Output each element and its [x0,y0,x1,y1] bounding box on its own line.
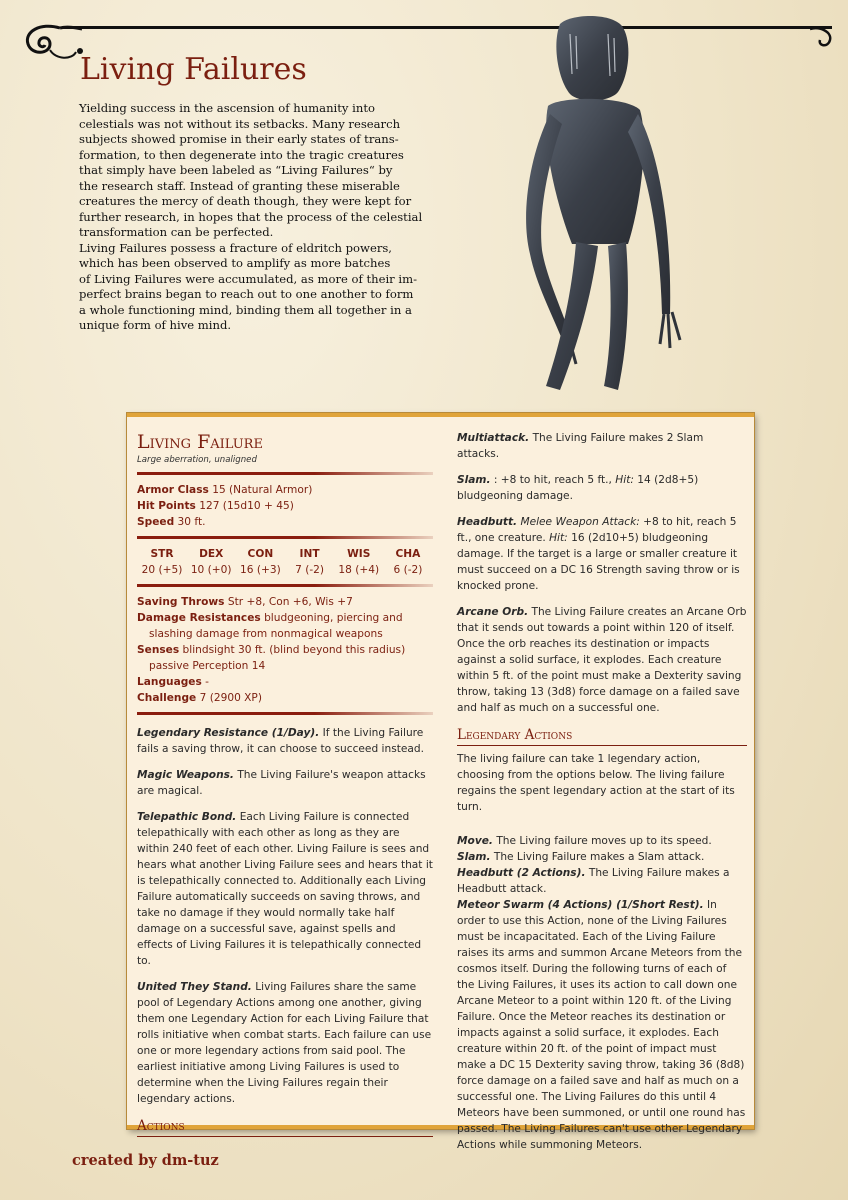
divider [137,584,433,587]
creature-name: Living Failure [137,431,263,453]
senses: Senses blindsight 30 ft. (blind beyond this radius) [137,644,406,656]
senses-cont: passive Perception 14 [149,660,266,672]
languages: Languages - [137,676,209,688]
living-failure-illustration [500,14,700,399]
stat-block-left-column [137,427,433,1137]
ability-str: STR 20 (+5) [141,548,183,576]
challenge: Challenge 7 (2900 XP) [137,692,262,704]
top-rule [62,26,832,29]
legendary-headbutt: Headbutt (2 Actions). The Living Failure makes a Headbutt attack. [457,867,730,895]
ability-dex: DEX 10 (+0) [190,548,232,576]
stat-block [127,413,754,1151]
action-multiattack: Multiattack. The Living Failure makes 2 Slam attacks. [457,432,704,460]
ability-scores [137,546,433,578]
divider [137,472,433,475]
ability-cha: CHA 6 (-2) [393,548,423,576]
action-headbutt: Headbutt. Melee Weapon Attack: +8 to hit, reach 5 ft., one creature. Hit: 16 (2d10+5) bludgeoning damage. If the target is a large or smaller creature it must succeed on a DC 16 Strength saving throw or is knocked prone. [457,516,740,592]
trait-united-they-stand: United They Stand. Living Failures share the same pool of Legendary Actions among one another, giving them one Legendary Action for each Living Failure that rolls initiative when combat starts. Each failure can use one or more legendary actions from said pool. The earliest initiative among Living Failures is used to determine when the Living Failures regain their legendary actions. [137,981,432,1105]
saving-throws: Saving Throws Str +8, Con +6, Wis +7 [137,596,353,608]
action-arcane-orb: Arcane Orb. The Living Failure creates an Arcane Orb that it sends out towards a point within 120 of itself. Once the orb reaches its destination or impacts against a solid surface, it explodes. Each creature within 5 ft. of the point must make a Dexterity saving throw, taking 13 (3d8) force damage on a failed save and half as much on a successful one. [457,606,747,714]
stat-block-right-column [457,427,747,1153]
action-slam: Slam. : +8 to hit, reach 5 ft., Hit: 14 (2d8+5) bludgeoning damage. [457,474,699,502]
legendary-actions-heading: Legendary Actions [457,726,747,746]
damage-resistances-cont: slashing damage from nonmagical weapons [149,628,383,640]
trait-magic-weapons: Magic Weapons. The Living Failure's weapon attacks are magical. [137,769,426,797]
trait-legendary-resistance: Legendary Resistance (1/Day). If the Living Failure fails a saving throw, it can choose to succeed instead. [137,727,424,755]
intro-paragraph: Yielding success in the ascension of humanity into celestials was not without its setbacks. Many research subjects showed promise in their early states of trans- formation, to then degenerate into the tragic creatures that simply have been labeled as “Living Failures“ by the research staff. Instead of granting these miserable creatures the mercy of death though, they were kept for further research, in hopes that the process of the celestial transformation can be perfected. Living Failures possess a fracture of eldritch powers, which has been observed to amplify as more batches of Living Failures were accumulated, as more of their im- perfect brains began to reach out to one another to form a whole functioning mind, binding them all together in a unique form of hive mind. [79,101,423,332]
ability-con: CON 16 (+3) [240,548,281,576]
hit-points: Hit Points 127 (15d10 + 45) [137,500,294,512]
trait-telepathic-bond: Telepathic Bond. Each Living Failure is connected telepathically with each other as long as they are within 240 feet of each other. Living Failure is sees and hears what another Living Failure sees and hears that it is telepathically connected to. Additionally each Living Failure automatically succeeds on saving throws, and take no damage if they would normally take half damage on a successful save, against spells and effects of Living Failures it is telepathically connected to. [137,811,433,967]
armor-class: Armor Class 15 (Natural Armor) [137,484,313,496]
creature-type: Large aberration, unaligned [137,455,257,465]
divider [137,712,433,715]
legendary-meteor-swarm: Meteor Swarm (4 Actions) (1/Short Rest). In order to use this Action, none of the Living Failures must be incapacitated. Each of the Living Failure raises its arms and summon Arcane Meteors from the cosmos itself. During the following turns of each of the Living Failures, it uses its action to call down one Arcane Meteor to a point within 120 ft. of the Living Failure. Once the Meteor reaches its destination or impacts against a solid surface, it explodes. Each creature within 20 ft. of the point of impact must make a DC 15 Dexterity saving throw, taking 36 (8d8) force damage on a failed save and half as much on a successful one. The Living Failures do this until 4 Meteors have been summoned, or until one round has passed. The Living Failures can't use other Legendary Actions while summoning Meteors. [457,899,746,1151]
actions-heading: Actions [137,1117,433,1137]
ability-int: INT 7 (-2) [295,548,325,576]
legendary-slam: Slam. The Living Failure makes a Slam attack. [457,851,705,863]
legendary-actions-list [457,833,747,1153]
damage-resistances: Damage Resistances bludgeoning, piercing and [137,612,403,624]
legendary-move: Move. The Living failure moves up to its speed. [457,835,712,847]
credit-footer: created by dm-tuz [72,1152,219,1169]
divider [137,536,433,539]
page-title: Living Failures [80,52,307,87]
legendary-intro: The living failure can take 1 legendary action, choosing from the options below. The living failure regains the spent legendary action at the start of its turn. [457,753,735,813]
intro-text [79,101,424,334]
speed: Speed 30 ft. [137,516,206,528]
ability-wis: WIS 18 (+4) [338,548,380,576]
